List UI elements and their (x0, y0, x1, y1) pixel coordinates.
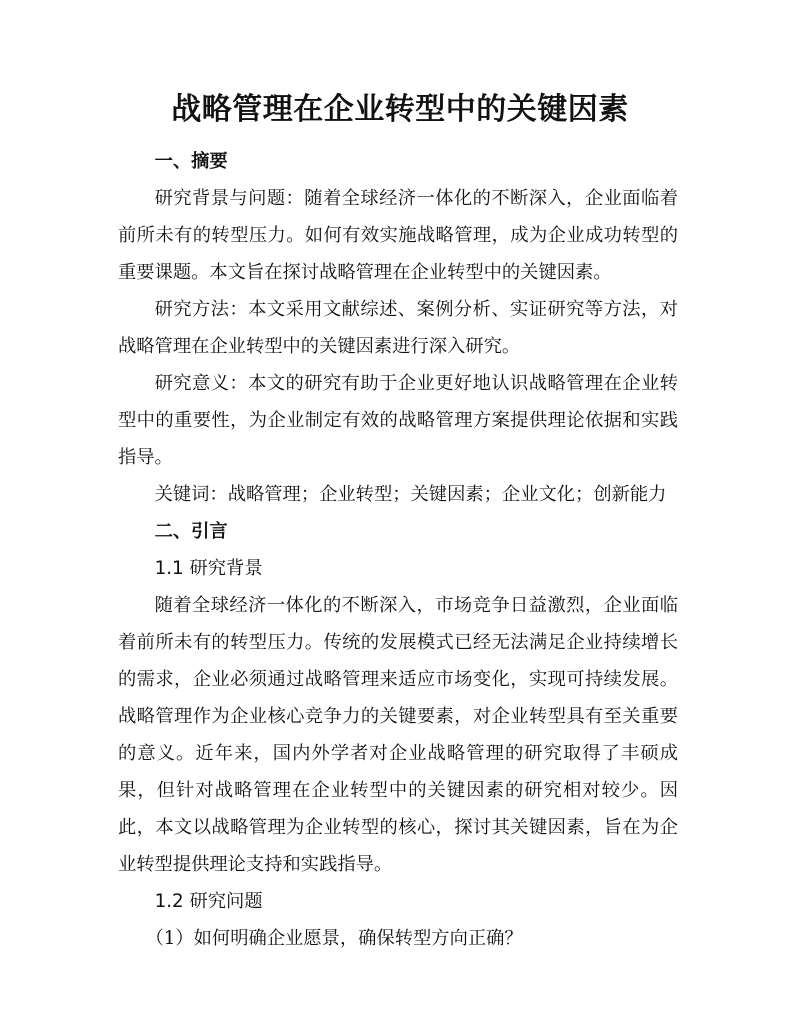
research-background-paragraph: 随着全球经济一体化的不断深入，市场竞争日益激烈，企业面临着前所未有的转型压力。传统的发展模式已经无法满足企业持续增长的需求，企业必须通过战略管理来适应市场变化，实现可持续发展。战略管理作为企业核心竞争力的关键要素，对企业转型具有至关重要的意义。近年来，国内外学者对企业战略管理的研究取得了丰硕成果，但针对战略管理在企业转型中的关键因素的研究相对较少。因此，本文以战略管理为企业转型的核心，探讨其关键因素，旨在为企业转型提供理论支持和实践指导。 (118, 595, 678, 875)
abstract-heading: 一、摘要 (154, 151, 228, 172)
abstract-method-paragraph: 研究方法：本文采用文献综述、案例分析、实证研究等方法，对战略管理在企业转型中的关键因素进行深入研究。 (118, 299, 678, 357)
abstract-significance-paragraph: 研究意义：本文的研究有助于企业更好地认识战略管理在企业转型中的重要性，为企业制定有效的战略管理方案提供理论依据和实践指导。 (118, 373, 678, 468)
abstract-background-paragraph: 研究背景与问题：随着全球经济一体化的不断深入，企业面临着前所未有的转型压力。如何有效实施战略管理，成为企业成功转型的重要课题。本文旨在探讨战略管理在企业转型中的关键因素。 (118, 188, 678, 283)
research-background-heading: 1.1 研究背景 (154, 558, 263, 579)
research-question-item: （1）如何明确企业愿景，确保转型方向正确？ (145, 928, 523, 949)
document-title: 战略管理在企业转型中的关键因素 (171, 92, 629, 127)
document-body (118, 143, 678, 957)
keywords-line: 关键词：战略管理；企业转型；关键因素；企业文化；创新能力 (154, 484, 667, 505)
introduction-heading: 二、引言 (154, 521, 228, 542)
research-questions-heading: 1.2 研究问题 (154, 891, 263, 912)
